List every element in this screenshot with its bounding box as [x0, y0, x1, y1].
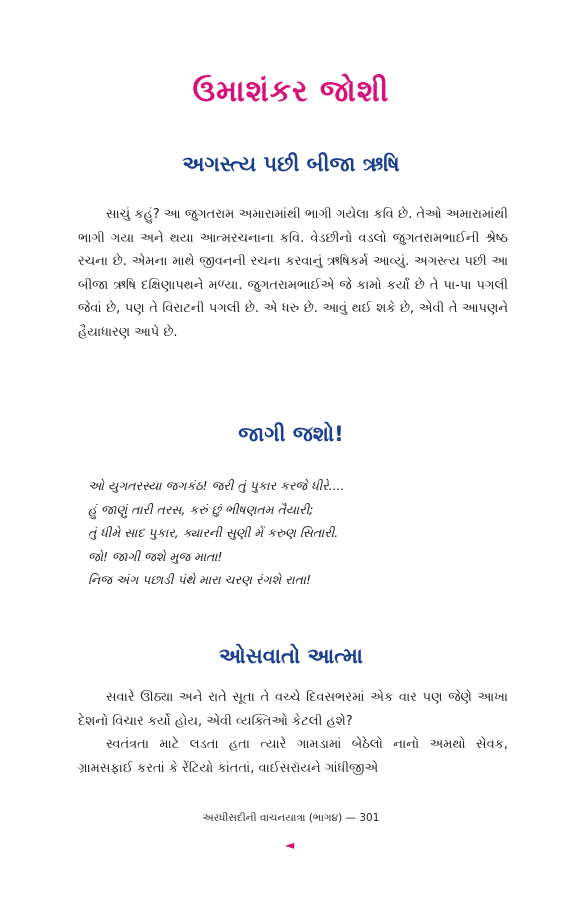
poem-line: નિજ અંગ પછાડી પંથે મારા ચરણ રંગશે રાતા! — [88, 572, 311, 587]
poem-line: જો! જાગી જશે મુજ માતા! — [88, 548, 223, 564]
paragraph: સાચું કહું? આ જુગતરામ અમારામાંથી ભાગી ગયેલા કવિ છે. તેઓ અમારામાંથી ભાગી ગયા અને થયા આત્મરચનાના કવિ. વેડછીનો વડલો જુગતરામભાઈની શ્રેષ્ઠ રચના છે. એમના માથે જીવનની રચના કરવાનું ઋષિકર્મ આવ્યું. અગસ્ત્ય પછી આ બીજા ઋષિ દક્ષિણાપથને મળ્યા. જુગતરામભાઈએ જે કામો કર્યાં છે તે પા-પા પગલી જેવાં છે, પણ તે વિરાટની પગલી છે. એ ધરુ છે. આવું થઈ શકે છે, એવી તે આપણને હૈયાધારણ આપે છે. — [78, 207, 508, 340]
page-footer: અરધીસદીની વાચનયાત્રા (ભાગ૪) — 301 — [202, 812, 380, 824]
section-title-1: અગસ્ત્ય પછી બીજા ઋષિ — [182, 152, 400, 176]
section-title-3: ઓસવાતો આત્મા — [219, 644, 363, 668]
poem-line: ઓ યુગતરસ્યા જગકંઠ! જરી તું પુકાર કરજે ધીરે.... — [88, 478, 345, 493]
poem-line: તું ધીમે સાદ પુકાર, ક્યારની સુણી મેં કરુણ સિતારી. — [88, 525, 339, 540]
section-1-text — [78, 203, 508, 344]
paragraph: સ્વતંત્રતા માટે લડતા હતા ત્યારે ગામડામાં બેઠેલો નાનો અમથો સેવક, ગ્રામસફાઈ કરતાં કે રેંટિયો કાંતતાં, વાઈસરૉયને ગાંધીજીએ — [78, 737, 508, 776]
poem — [88, 474, 508, 592]
paragraph: સવારે ઊઠ્યા અને રાતે સૂતા તે વચ્ચે દિવસભરમાં એક વાર પણ જેણે આખા દેશનો વિચાર કર્યો હોય, એવી વ્યક્તિઓ કેટલી હશે? — [78, 690, 508, 729]
section-3-text — [78, 686, 508, 780]
left-arrow-icon: ◄ — [285, 838, 295, 852]
section-title-2: જાગી જશો! — [238, 422, 344, 446]
poem-line: હું જાણું તારી તરસ, કરું છું ભીષણતમ તૈયારી; — [88, 501, 314, 517]
author-name: ઉમાશંકર જોશી — [192, 74, 390, 109]
